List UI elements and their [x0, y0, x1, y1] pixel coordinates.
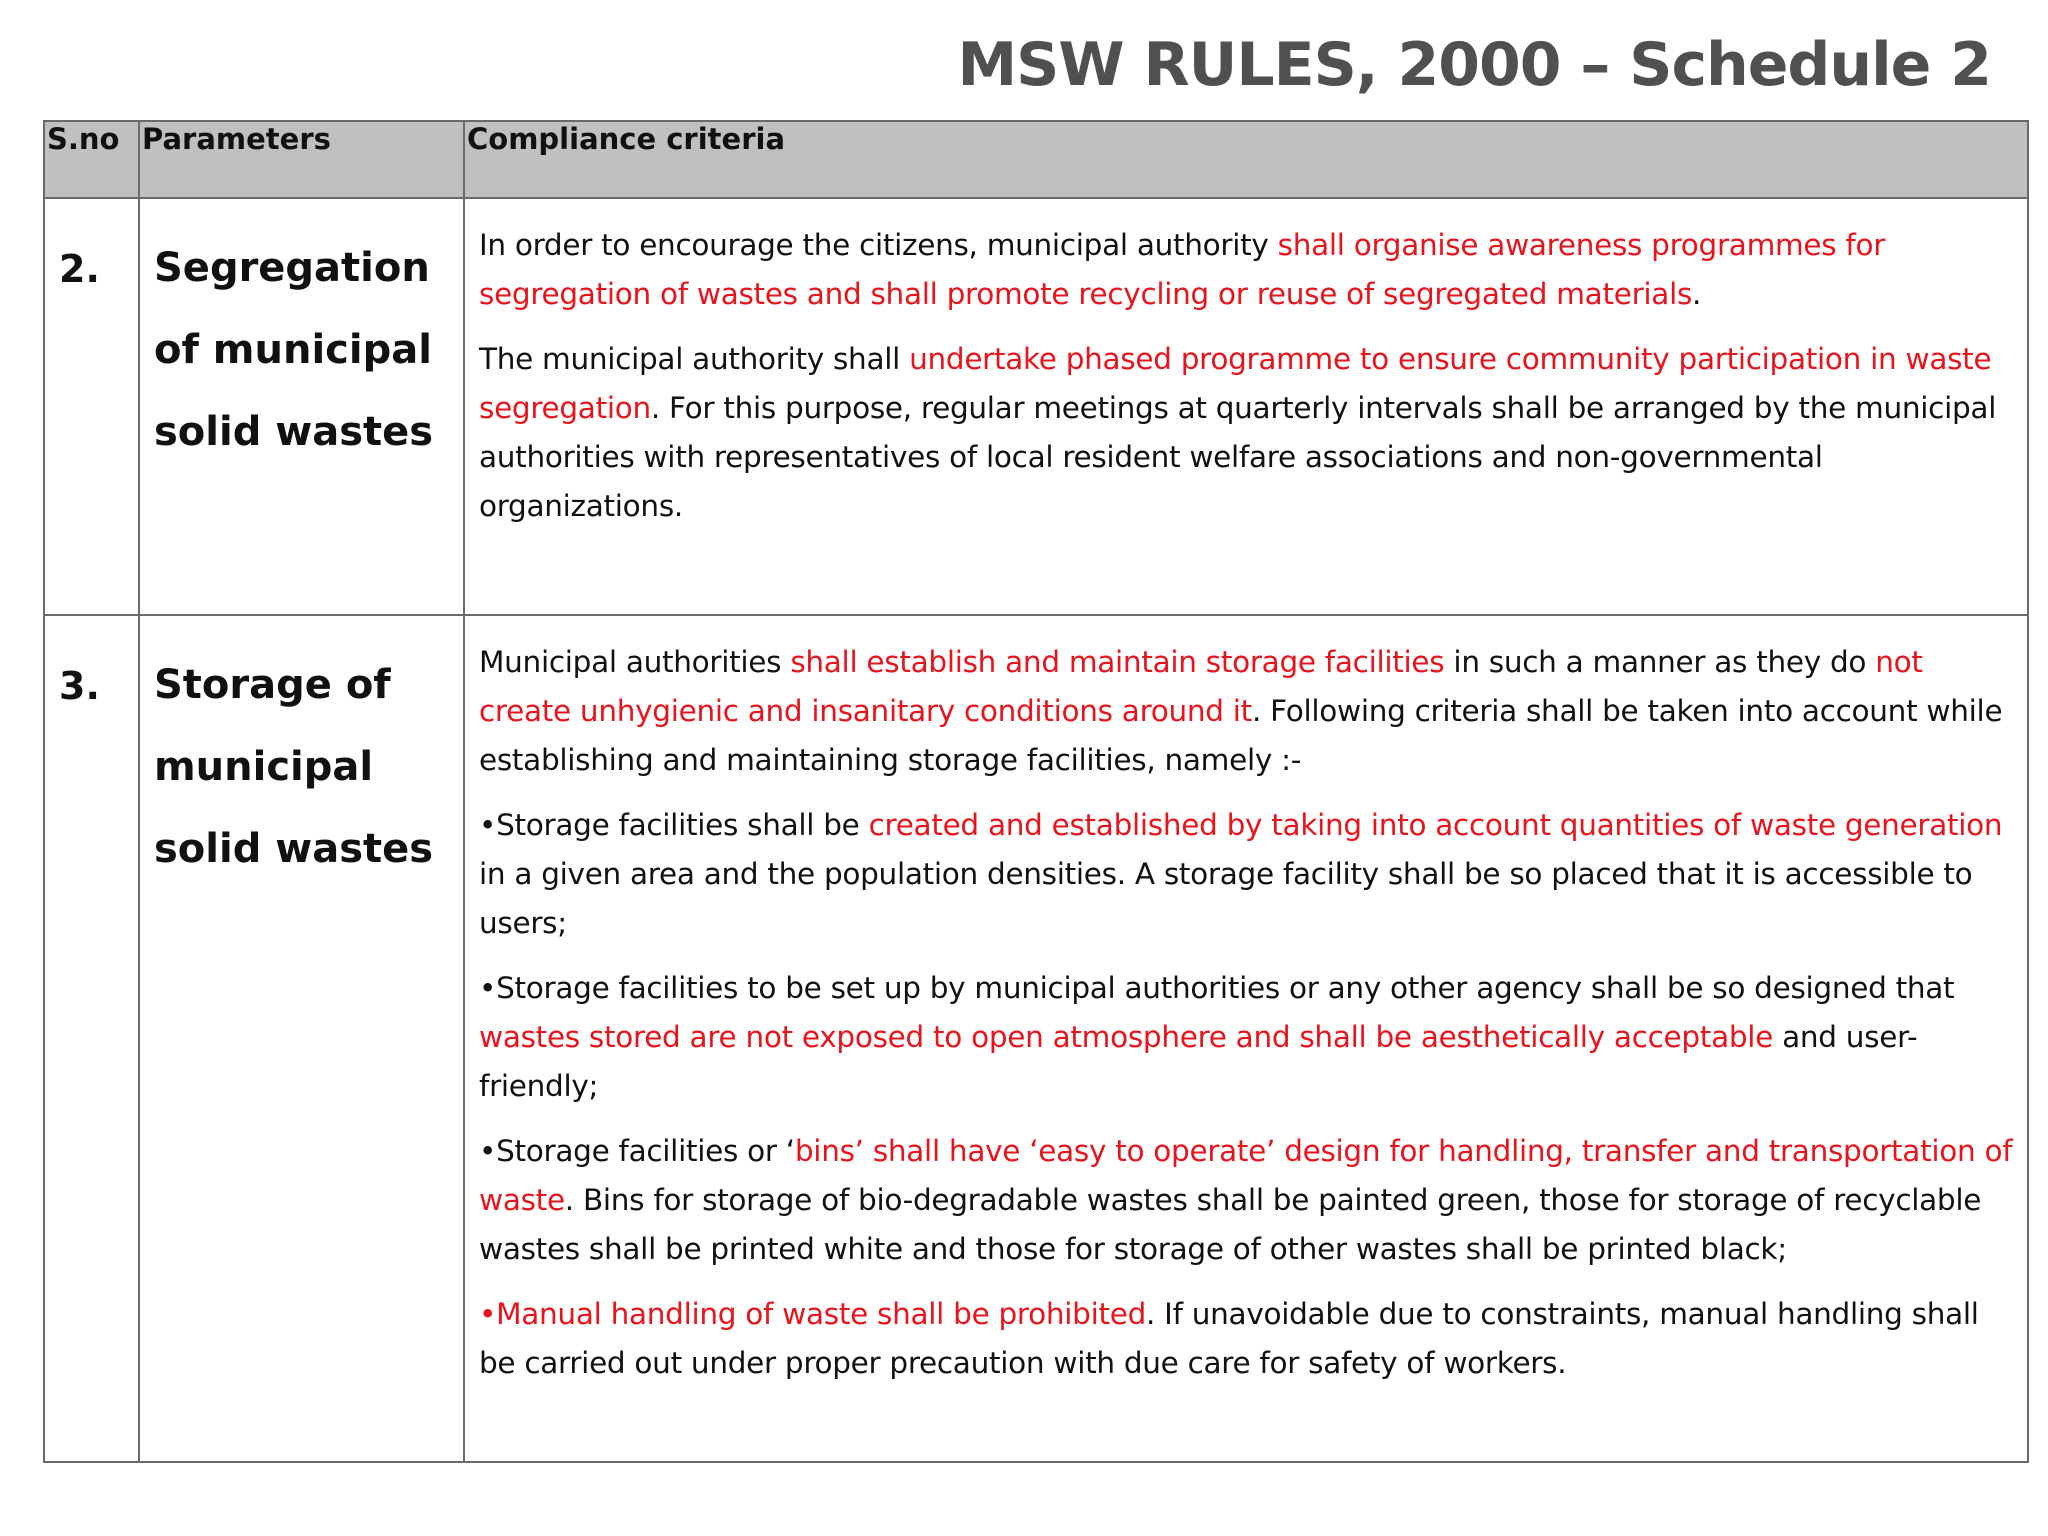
highlighted-text: shall organise awareness programmes for segregation of wastes and shall promote recycling or reuse of segregated materials [479, 228, 1886, 311]
criteria-paragraph [479, 221, 2017, 319]
row-criteria [464, 615, 2028, 1462]
header-compliance-criteria: Compliance criteria [464, 121, 2028, 198]
table-row [44, 615, 2028, 1462]
header-sno: S.no [44, 121, 139, 198]
criteria-text: In order to encourage the citizens, municipal authority [479, 228, 1278, 262]
table-header [44, 121, 2028, 198]
row-parameter: Segregation of municipal solid wastes [139, 198, 464, 615]
criteria-text: in a given area and the population densities. A storage facility shall be so placed that it is accessible to users; [479, 857, 1973, 940]
criteria-paragraph [479, 335, 2017, 531]
highlighted-text: bins’ shall have ‘easy to operate’ design for handling, transfer and transportation of waste [479, 1134, 2013, 1217]
row-criteria [464, 198, 2028, 615]
highlighted-text: •Manual handling of waste shall be prohibited [479, 1297, 1147, 1331]
criteria-text: Municipal authorities [479, 645, 791, 679]
row-sno: 2. [44, 198, 139, 615]
highlighted-text: wastes stored are not exposed to open atmosphere and shall be aesthetically acceptable [479, 1020, 1774, 1054]
criteria-text: and user-friendly; [479, 1020, 1918, 1103]
criteria-text: . [1692, 277, 1702, 311]
criteria-text: •Storage facilities to be set up by municipal authorities or any other agency shall be so designed that [479, 971, 1955, 1005]
header-parameters: Parameters [139, 121, 464, 198]
highlighted-text: undertake phased programme to ensure community participation in waste segregation [479, 342, 1992, 425]
criteria-paragraph [479, 1127, 2017, 1274]
highlighted-text: not create unhygienic and insanitary conditions around it [479, 645, 1923, 728]
highlighted-text: shall establish and maintain storage facilities [790, 645, 1445, 679]
criteria-text: in such a manner as they do [1444, 645, 1876, 679]
table-row [44, 198, 2028, 615]
criteria-text: . Following criteria shall be taken into account while establishing and maintaining storage facilities, namely :- [479, 694, 2003, 777]
criteria-text: . If unavoidable due to constraints, manual handling shall be carried out under proper precaution with due care for safety of workers. [479, 1297, 1979, 1380]
criteria-text: . For this purpose, regular meetings at quarterly intervals shall be arranged by the municipal authorities with representatives of local resident welfare associations and non-governmental organizations. [479, 391, 1997, 523]
criteria-paragraph [479, 1290, 2017, 1388]
criteria-text: •Storage facilities or ‘ [479, 1134, 795, 1168]
criteria-text: •Storage facilities shall be [479, 808, 869, 842]
page-title: MSW RULES, 2000 – Schedule 2 [957, 30, 1991, 100]
criteria-text: . Bins for storage of bio-degradable wastes shall be painted green, those for storage of recyclable wastes shall be printed white and those for storage of other wastes shall be printed black; [479, 1183, 1982, 1266]
compliance-table [43, 120, 2029, 1463]
criteria-text: The municipal authority shall [479, 342, 910, 376]
criteria-paragraph [479, 638, 2017, 785]
row-parameter: Storage of municipal solid wastes [139, 615, 464, 1462]
criteria-paragraph [479, 801, 2017, 948]
row-sno: 3. [44, 615, 139, 1462]
criteria-paragraph [479, 964, 2017, 1111]
highlighted-text: created and established by taking into account quantities of waste generation [868, 808, 2003, 842]
